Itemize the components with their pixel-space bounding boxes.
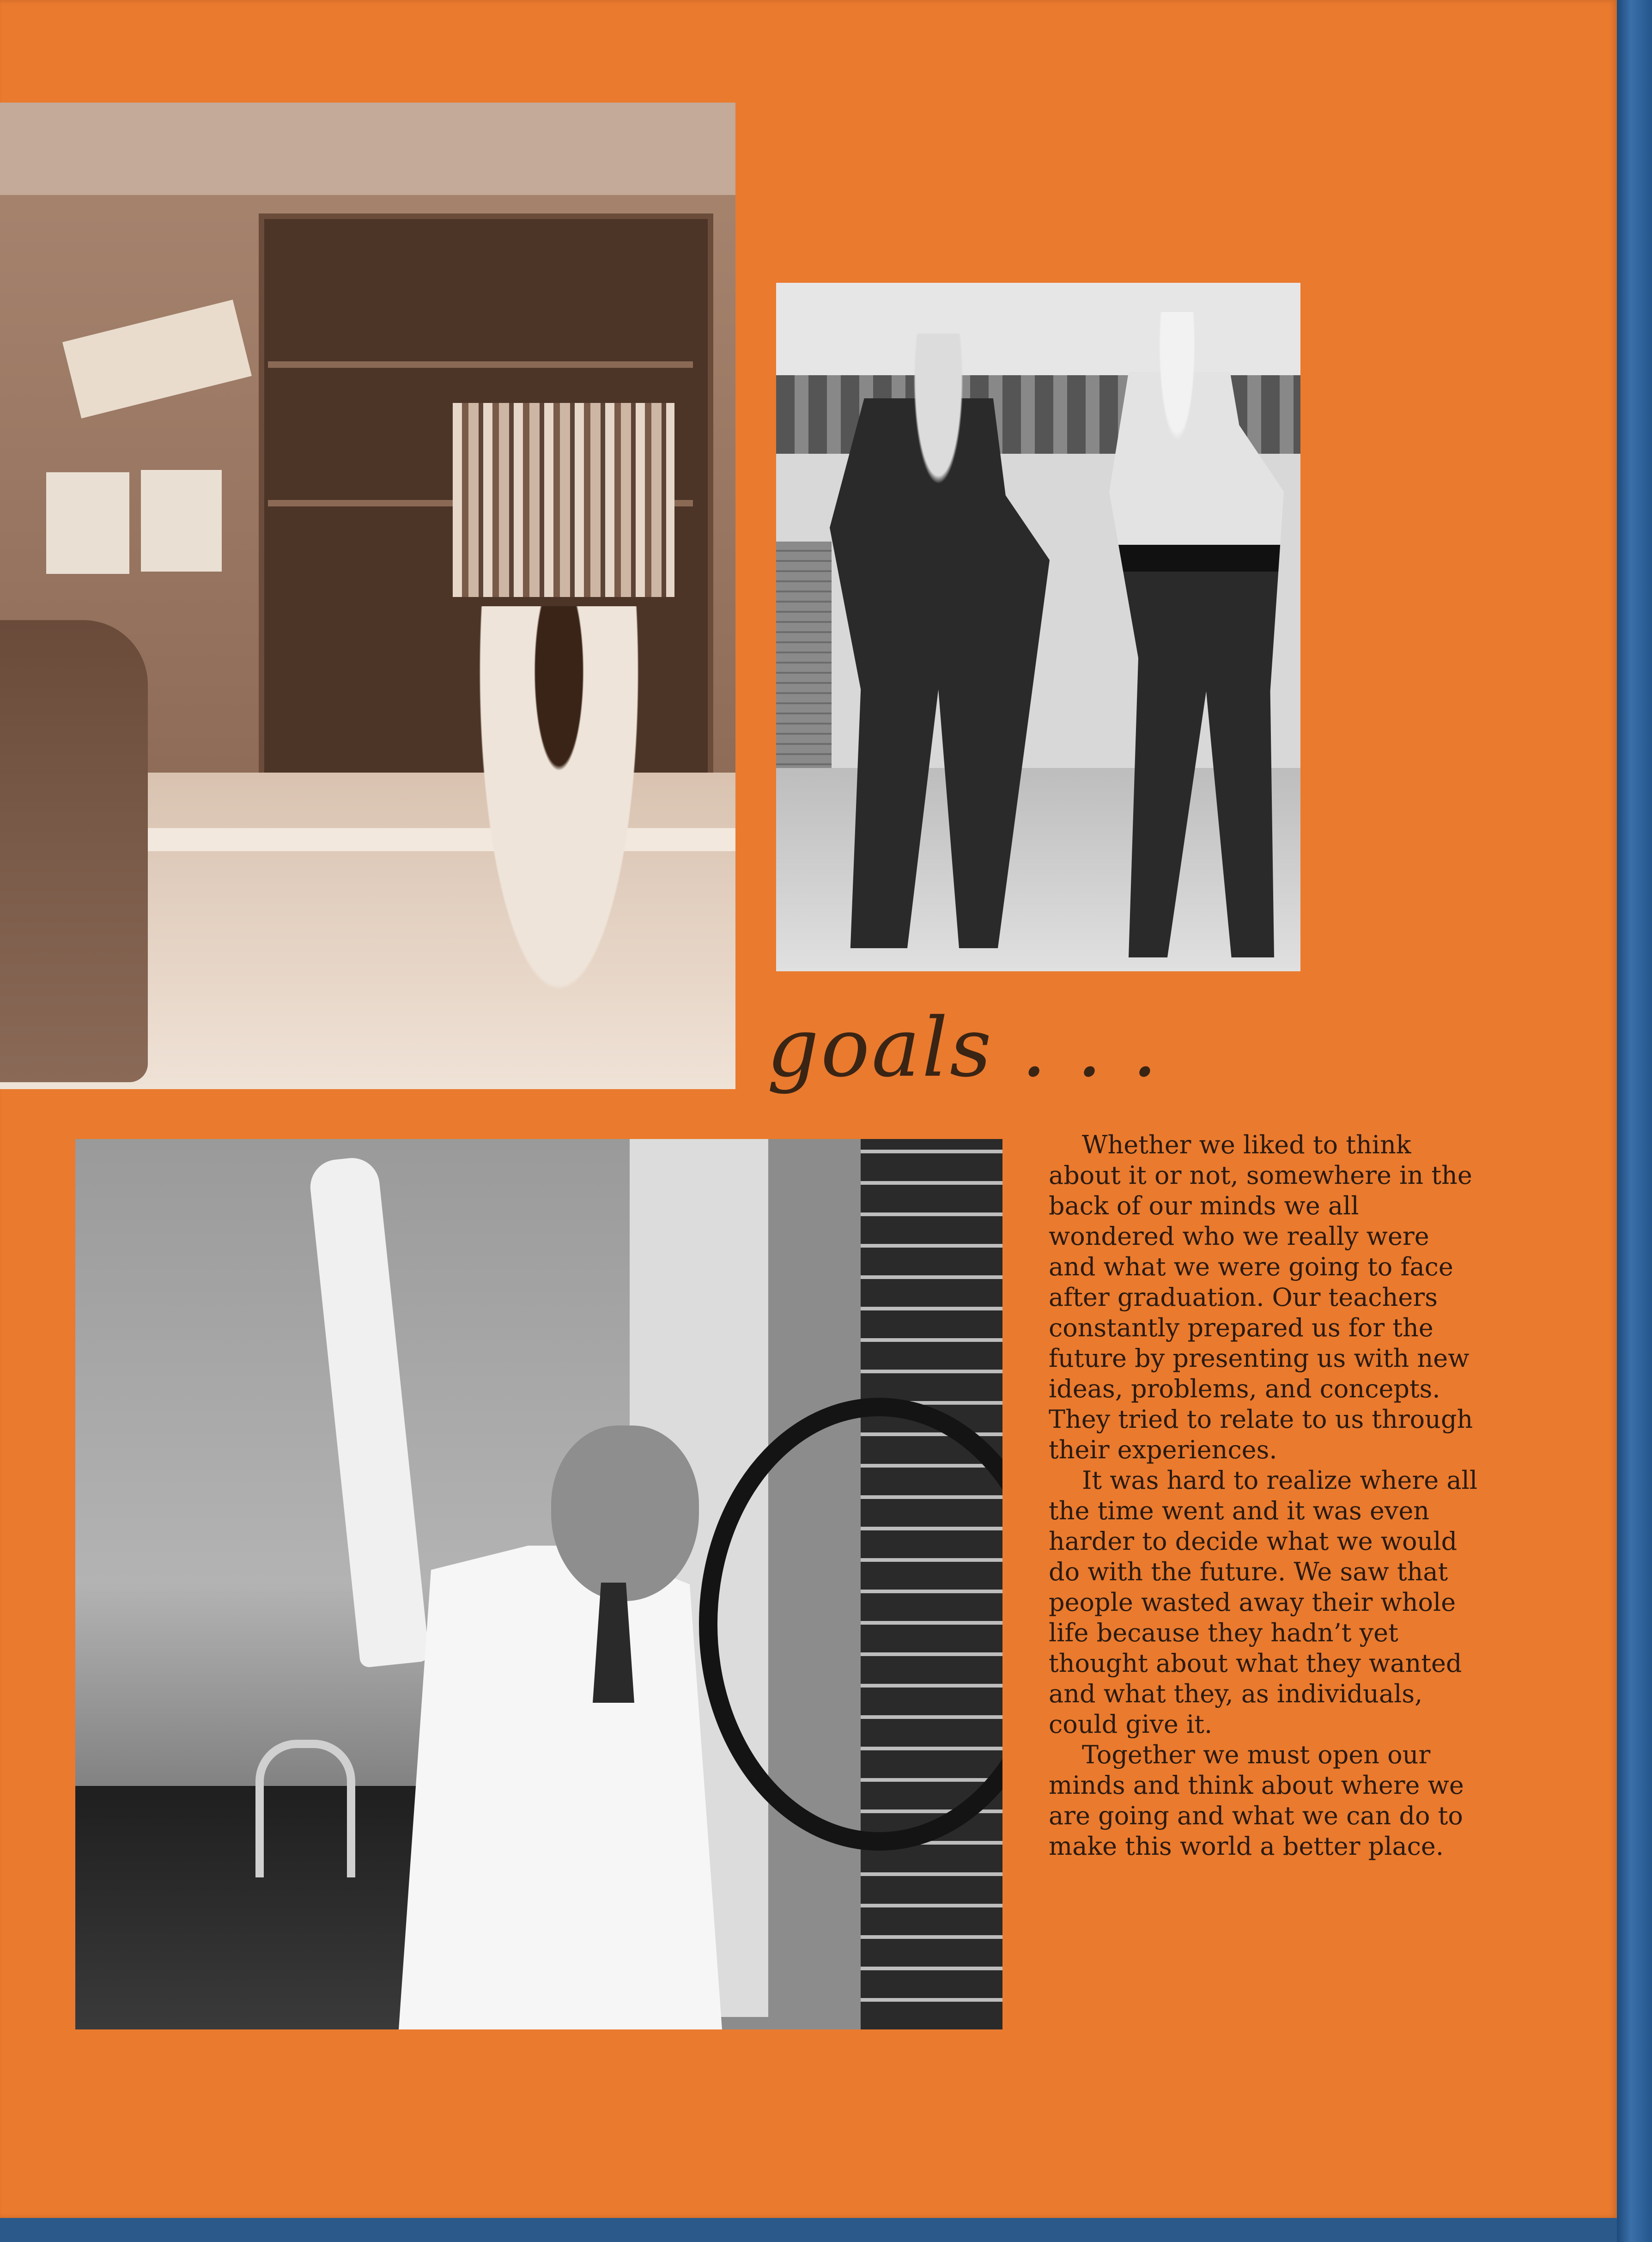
paragraph-3: Together we must open our minds and think about where we are going and what we can do to make this world a better place. <box>1049 1740 1464 1861</box>
lab-coat <box>399 1546 722 2029</box>
paragraph-1: Whether we liked to think about it or not, somewhere in the back of our minds we all wondered who we really were and what we were going to face after graduation. Our teachers constantly prepared us for the future by presenting us with new ideas, problems, and concepts. They tried to relate to us through their experiences. <box>1049 1130 1473 1464</box>
classroom-ceiling <box>0 103 735 195</box>
bulletin-paper <box>46 472 129 574</box>
page-headline: goals . . . <box>767 1000 1160 1095</box>
lab-faucet <box>255 1740 355 1877</box>
classroom-photo <box>0 103 735 1089</box>
teacher-head <box>551 1426 699 1601</box>
police-photo <box>776 283 1300 971</box>
bookcase-shelf <box>268 361 693 368</box>
book-bottom-edge <box>0 2218 1617 2242</box>
book-binding <box>1617 0 1652 2242</box>
paragraph-2: It was hard to realize where all the time went and it was even harder to decide what we would do with the future. We saw that people wasted away their whole life because they hadn’t yet thought about what they wanted and what they, as individuals, could give it. <box>1049 1466 1478 1739</box>
student-reading <box>467 606 651 1041</box>
books <box>453 403 674 597</box>
bulletin-paper <box>141 470 222 572</box>
student-seated <box>0 620 148 1082</box>
teacher-photo <box>75 1139 1002 2029</box>
body-text <box>1049 1130 1483 1862</box>
